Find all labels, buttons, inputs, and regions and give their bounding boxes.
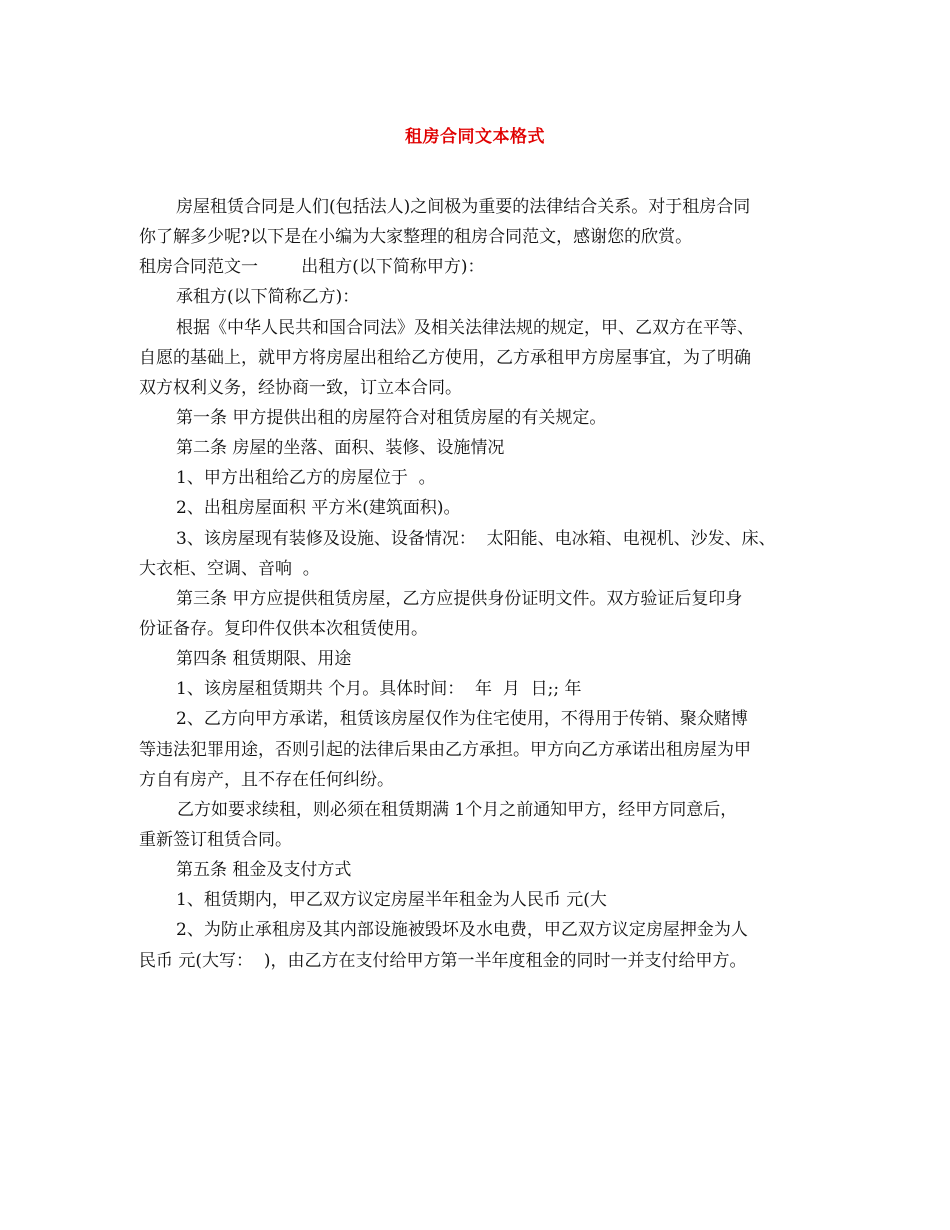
paragraph-line: 3、该房屋现有装修及设施、设备情况： 太阳能、电冰箱、电视机、沙发、床、 bbox=[176, 528, 776, 549]
paragraph-line: 重新签订租赁合同。 bbox=[139, 829, 292, 850]
paragraph-line: 第二条 房屋的坐落、面积、装修、设施情况 bbox=[176, 438, 505, 459]
paragraph-line: 等违法犯罪用途，否则引起的法律后果由乙方承担。甲方向乙方承诺出租房屋为甲 bbox=[139, 739, 751, 760]
paragraph-line: 1、甲方出租给乙方的房屋位于 。 bbox=[176, 468, 436, 489]
paragraph-line: 方自有房产，且不存在任何纠纷。 bbox=[139, 769, 394, 790]
document-title: 租房合同文本格式 bbox=[405, 127, 545, 147]
paragraph-line: 大衣柜、空调、音响 。 bbox=[139, 558, 320, 579]
paragraph-line: 自愿的基础上，就甲方将房屋出租给乙方使用，乙方承租甲方房屋事宜，为了明确 bbox=[139, 347, 751, 368]
paragraph-line: 第四条 租赁期限、用途 bbox=[176, 649, 352, 670]
paragraph-line: 乙方如要求续租，则必须在租赁期满 1个月之前通知甲方，经甲方同意后， bbox=[177, 799, 738, 820]
paragraph-line: 根据《中华人民共和国合同法》及相关法律法规的规定，甲、乙双方在平等、 bbox=[176, 317, 754, 338]
paragraph-line: 承租方(以下简称乙方)： bbox=[176, 287, 360, 308]
paragraph-line: 1、该房屋租赁期共 个月。具体时间： 年 月 日;; 年 bbox=[176, 679, 582, 700]
paragraph-line: 第三条 甲方应提供租赁房屋，乙方应提供身份证明文件。双方验证后复印身 bbox=[176, 588, 743, 609]
paragraph-line: 双方权利义务，经协商一致，订立本合同。 bbox=[139, 377, 462, 398]
paragraph-line: 2、出租房屋面积 平方米(建筑面积)。 bbox=[176, 498, 461, 519]
paragraph-line: 份证备存。复印件仅供本次租赁使用。 bbox=[139, 618, 428, 639]
paragraph-line: 租房合同范文一 出租方(以下简称甲方)： bbox=[139, 257, 485, 278]
paragraph-line: 房屋租赁合同是人们(包括法人)之间极为重要的法律结合关系。对于租房合同 bbox=[176, 197, 751, 217]
paragraph-line: 第一条 甲方提供出租的房屋符合对租赁房屋的有关规定。 bbox=[176, 407, 607, 428]
paragraph-line: 第五条 租金及支付方式 bbox=[176, 860, 352, 881]
paragraph-line: 你了解多少呢?以下是在小编为大家整理的租房合同范文，感谢您的欣赏。 bbox=[139, 227, 693, 248]
document-body bbox=[139, 192, 829, 976]
paragraph-line: 2、乙方向甲方承诺，租赁该房屋仅作为住宅使用，不得用于传销、聚众赌博 bbox=[176, 709, 748, 730]
paragraph-line: 2、为防止承租房及其内部设施被毁坏及水电费，甲乙双方议定房屋押金为人 bbox=[176, 920, 748, 941]
paragraph-line: 民币 元(大写： )，由乙方在支付给甲方第一半年度租金的同时一并支付给甲方。 bbox=[139, 950, 747, 971]
paragraph-line: 1、租赁期内，甲乙双方议定房屋半年租金为人民币 元(大 bbox=[176, 890, 607, 911]
